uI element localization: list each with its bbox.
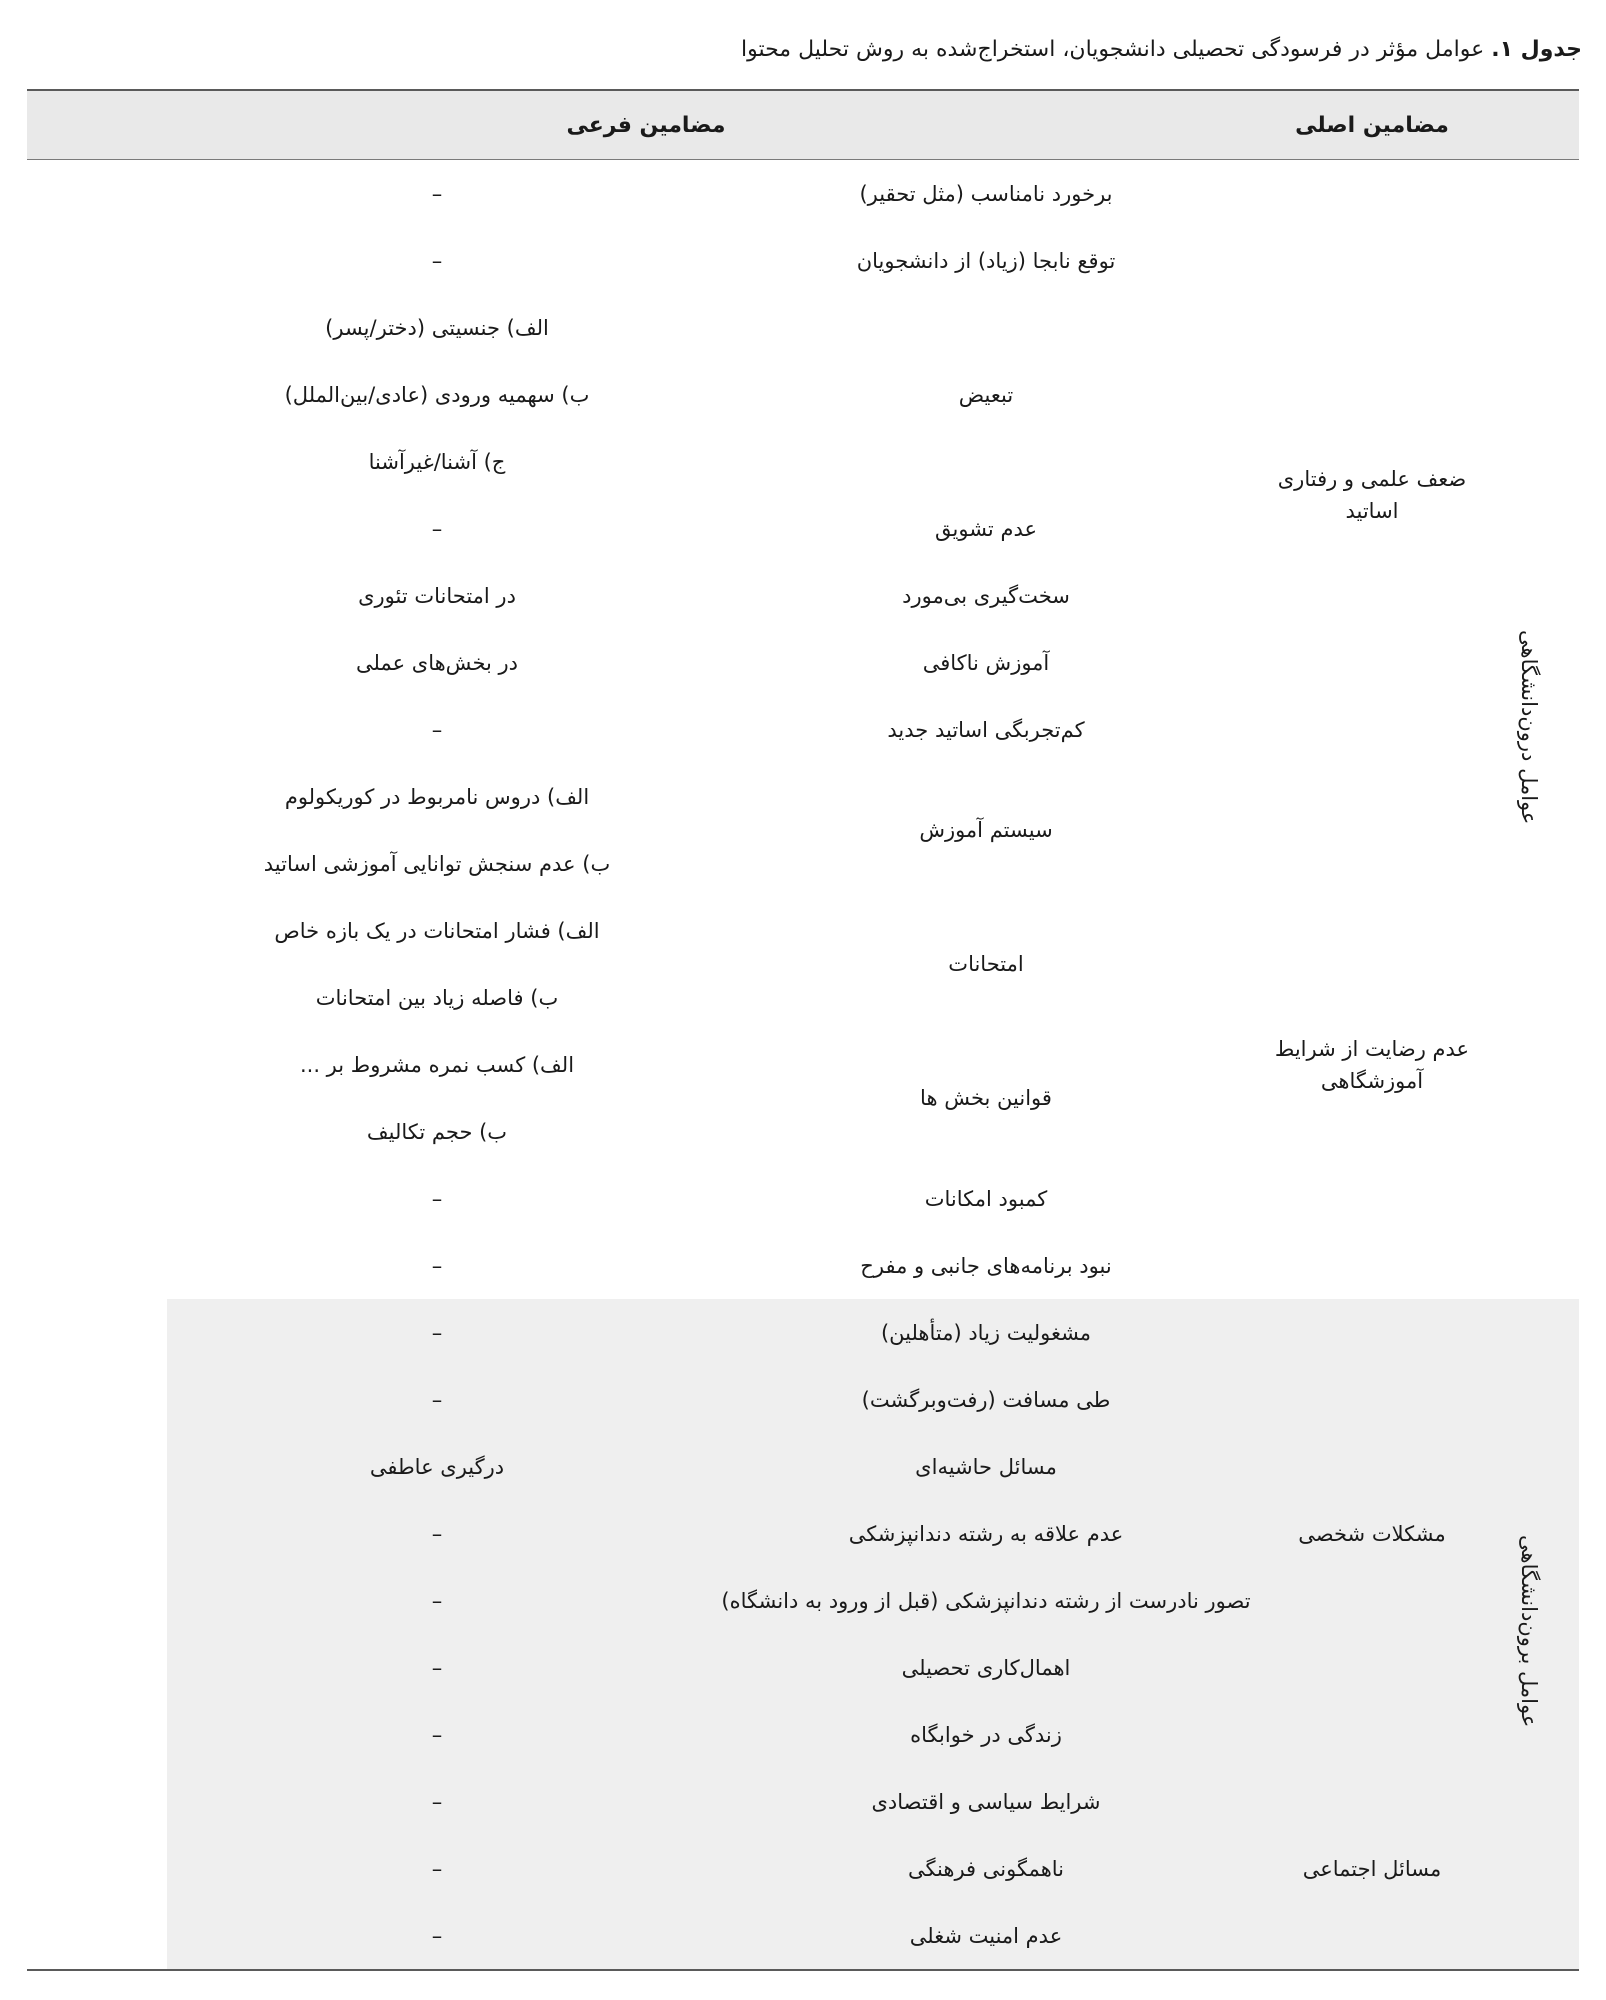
- sub-detail: –: [167, 1366, 707, 1433]
- sub-detail: –: [167, 1500, 707, 1567]
- header-sub-themes: مضامین فرعی: [27, 90, 1265, 160]
- sub-detail: الف) جنسیتی (دختر/پسر): [325, 315, 549, 340]
- sub-detail: –: [431, 248, 443, 273]
- sub-theme: سخت‌گیری بی‌مورد: [902, 583, 1070, 608]
- sub-theme: امتحانات: [948, 952, 1024, 976]
- sub-theme: مشغولیت زیاد (متأهلین): [707, 1299, 1265, 1366]
- main-theme-weakness: ضعف علمی و رفتاری اساتید: [1277, 467, 1467, 523]
- sub-detail: –: [167, 1701, 707, 1768]
- sub-theme: مسائل حاشیه‌ای: [707, 1433, 1265, 1500]
- sub-detail: –: [431, 181, 443, 206]
- sub-detail: –: [167, 1299, 707, 1366]
- sub-detail: در امتحانات تئوری: [358, 583, 516, 608]
- sub-detail: درگیری عاطفی: [167, 1433, 707, 1500]
- table-row: [27, 1299, 1579, 1366]
- sub-detail: –: [431, 1186, 443, 1211]
- sub-theme: قوانین بخش ها: [920, 1086, 1052, 1110]
- sub-theme: آموزش ناکافی: [922, 650, 1050, 675]
- sub-theme: عدم علاقه به رشته دندانپزشکی: [707, 1500, 1265, 1567]
- table-row: [27, 160, 1579, 228]
- group-internal: [1479, 160, 1579, 1300]
- sub-detail: –: [431, 1253, 443, 1278]
- sub-detail: –: [167, 1902, 707, 1970]
- sub-detail: –: [431, 717, 443, 742]
- main-theme-social: مسائل اجتماعی: [1265, 1768, 1479, 1970]
- sub-theme: زندگی در خوابگاه: [707, 1701, 1265, 1768]
- sub-theme: برخورد نامناسب (مثل تحقیر): [859, 181, 1113, 206]
- sub-detail: ب) فاصله زیاد بین امتحانات: [315, 985, 559, 1010]
- group-external: [1479, 1299, 1579, 1970]
- main-theme-personal: مشکلات شخصی: [1265, 1299, 1479, 1768]
- sub-detail: الف) دروس نامربوط در کوریکولوم: [284, 784, 590, 809]
- table-header-row: [27, 90, 1579, 160]
- sub-detail: –: [167, 1634, 707, 1701]
- sub-detail: –: [167, 1768, 707, 1835]
- group-external-label: عوامل برون‌دانشگاهی: [1517, 1535, 1541, 1728]
- spacer-column: [27, 160, 167, 1971]
- sub-theme: کمبود امکانات: [924, 1186, 1048, 1211]
- table-caption: [22, 30, 1582, 70]
- sub-theme: ناهمگونی فرهنگی: [707, 1835, 1265, 1902]
- sub-detail: –: [167, 1567, 707, 1634]
- sub-theme: عدم امنیت شغلی: [707, 1902, 1265, 1970]
- sub-theme: توقع نابجا (زیاد) از دانشجویان: [856, 248, 1116, 273]
- main-theme-dissatisfaction: عدم رضایت از شرایط آموزشگاهی: [1274, 1036, 1470, 1093]
- sub-detail: الف) فشار امتحانات در یک بازه خاص: [274, 918, 600, 943]
- sub-theme: تصور نادرست از رشته دندانپزشکی (قبل از ورود به دانشگاه): [707, 1567, 1265, 1634]
- sub-theme: کم‌تجربگی اساتید جدید: [887, 717, 1085, 742]
- header-main-themes: مضامین اصلی: [1265, 90, 1479, 160]
- sub-detail: در بخش‌های عملی: [355, 650, 519, 675]
- sub-theme: طی مسافت (رفت‌وبرگشت): [707, 1366, 1265, 1433]
- caption-label: جدول ۱.: [1491, 37, 1582, 62]
- sub-detail: ب) حجم تکالیف: [366, 1119, 508, 1144]
- caption-text: عوامل مؤثر در فرسودگی تحصیلی دانشجویان، استخراج‌شده به روش تحلیل محتوا: [740, 37, 1492, 62]
- sub-detail: ب) عدم سنجش توانایی آموزشی اساتید: [263, 851, 611, 876]
- sub-theme: عدم تشویق: [934, 516, 1038, 541]
- sub-theme: سیستم آموزش: [919, 818, 1053, 842]
- sub-detail: –: [431, 516, 443, 541]
- factors-table: [27, 89, 1579, 1971]
- table-row: [27, 1768, 1579, 1835]
- sub-theme: اهمال‌کاری تحصیلی: [707, 1634, 1265, 1701]
- sub-detail: ب) سهمیه ورودی (عادی/بین‌الملل): [284, 382, 590, 407]
- sub-theme: شرایط سیاسی و اقتصادی: [707, 1768, 1265, 1835]
- sub-theme: تبعیض: [958, 382, 1014, 407]
- sub-detail: –: [167, 1835, 707, 1902]
- header-group: [1479, 90, 1579, 160]
- sub-detail: ج) آشنا/غیرآشنا: [368, 449, 506, 474]
- sub-detail: الف) کسب نمره مشروط بر ...: [299, 1052, 575, 1077]
- group-internal-label: عوامل درون‌دانشگاهی: [1517, 629, 1541, 825]
- sub-theme: نبود برنامه‌های جانبی و مفرح: [860, 1253, 1112, 1278]
